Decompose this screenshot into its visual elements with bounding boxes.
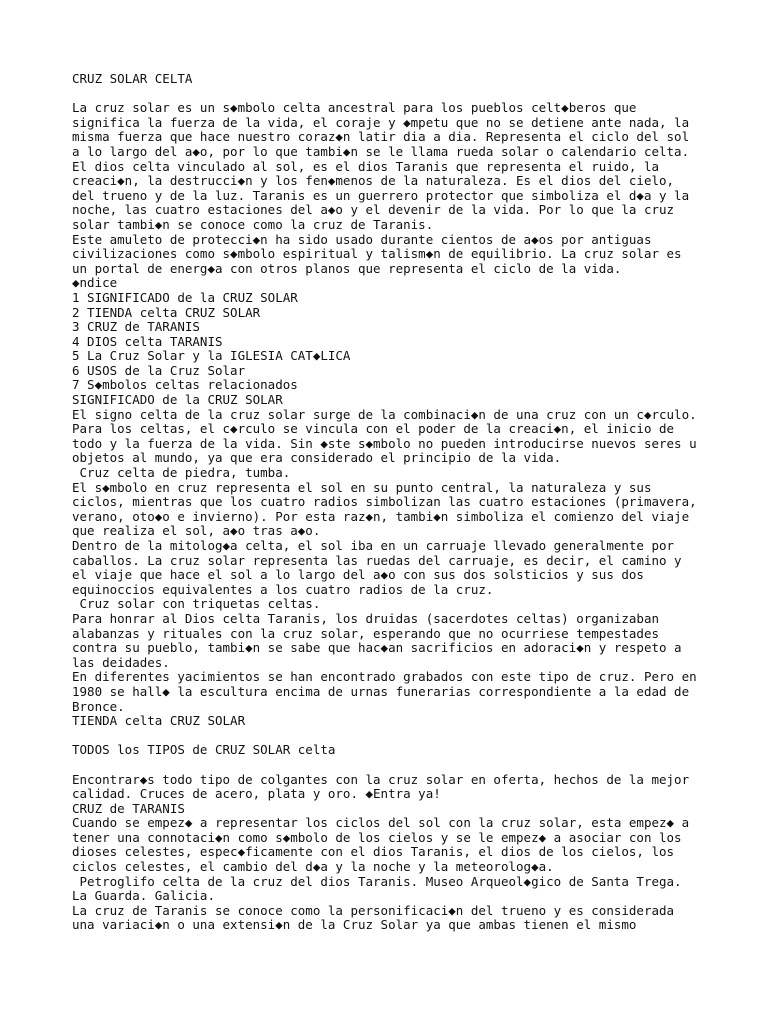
text-line: 2 TIENDA celta CRUZ SOLAR — [72, 304, 261, 320]
text-line: alabanzas y rituales con la cruz solar, esperando que no ocurriese tempestades — [72, 625, 659, 641]
text-line: CRUZ SOLAR CELTA — [72, 71, 193, 86]
text-line: que realiza el sol, a◆o tras a◆o. — [72, 523, 321, 539]
text-line: Este amuleto de protecci◆n ha sido usado durante cientos de a◆os por antiguas — [72, 231, 652, 247]
text-line: Para los celtas, el c◆rculo se vincula con el poder de la creaci◆n, el inicio de — [72, 421, 675, 437]
text-line: solar tambi◆n se conoce como la cruz de Taranis. — [72, 216, 434, 232]
text-line: las deidades. — [72, 654, 170, 670]
text-line: calidad. Cruces de acero, plata y oro. ◆Entra ya! — [72, 786, 441, 802]
text-line: 7 S◆mbolos celtas relacionados — [72, 377, 298, 393]
text-line: civilizaciones como s◆mbolo espiritual y talism◆n de equilibrio. La cruz solar es — [72, 246, 682, 262]
text-line: CRUZ de TARANIS — [72, 800, 185, 816]
text-line: Para honrar al Dios celta Taranis, los druidas (sacerdotes celtas) organizaban — [72, 610, 659, 626]
text-line: dioses celestes, espec◆ficamente con el dios Taranis, el dios de los cielos, los — [72, 844, 675, 860]
text-line: del trueno y de la luz. Taranis es un guerrero protector que simboliza el d◆a y la — [72, 187, 690, 203]
text-line: La Guarda. Galicia. — [72, 888, 215, 904]
text-line: verano, oto◆o e invierno). Por esta raz◆n, tambi◆n simboliza el comienzo del viaje — [72, 508, 690, 524]
text-line: 1 SIGNIFICADO de la CRUZ SOLAR — [72, 289, 298, 305]
text-line: misma fuerza que hace nuestro coraz◆n latir dia a dia. Representa el ciclo del sol — [72, 129, 690, 145]
text-line: La cruz solar es un s◆mbolo celta ancestral para los pueblos celt◆beros que — [72, 100, 637, 116]
text-line: Cruz solar con triquetas celtas. — [72, 596, 321, 612]
blank-line — [72, 87, 712, 102]
blank-line — [72, 758, 712, 773]
text-line: TODOS los TIPOS de CRUZ SOLAR celta — [72, 742, 336, 758]
text-line: TIENDA celta CRUZ SOLAR — [72, 713, 246, 729]
text-line: noche, las cuatro estaciones del a◆o y el devenir de la vida. Por lo que la cruz — [72, 202, 675, 218]
text-line: 3 CRUZ de TARANIS — [72, 319, 200, 335]
text-line: Cruz celta de piedra, tumba. — [72, 465, 291, 481]
text-line: caballos. La cruz solar representa las ruedas del carruaje, es decir, el camino y — [72, 552, 682, 568]
text-line: 4 DIOS celta TARANIS — [72, 333, 223, 349]
blank-line — [72, 729, 712, 744]
text-line: todo y la fuerza de la vida. Sin ◆ste s◆mbolo no pueden introducirse nuevos seres u — [72, 435, 697, 451]
text-line: contra su pueblo, tambi◆n se sabe que hac◆an sacrificios en adoraci◆n y respeto a — [72, 640, 682, 656]
text-line: La cruz de Taranis se conoce como la personificaci◆n del trueno y es considerada — [72, 902, 675, 918]
text-line: Cuando se empez◆ a representar los ciclos del sol con la cruz solar, esta empez◆ a — [72, 815, 690, 831]
document-page — [72, 72, 712, 933]
text-line: SIGNIFICADO de la CRUZ SOLAR — [72, 392, 283, 408]
text-line: Encontrar◆s todo tipo de colgantes con la cruz solar en oferta, hechos de la mejor — [72, 771, 690, 787]
text-line: ◆ndice — [72, 275, 118, 291]
text-line: Dentro de la mitolog◆a celta, el sol iba en un carruaje llevado generalmente por — [72, 538, 675, 553]
text-line: a lo largo del a◆o, por lo que tambi◆n se le llama rueda solar o calendario celta. — [72, 143, 690, 159]
text-line: ciclos celestes, el cambio del d◆a y la noche y la meteorolog◆a. — [72, 859, 554, 875]
text-line: creaci◆n, la destrucci◆n y los fen◆menos de la naturaleza. Es el dios del cielo, — [72, 173, 675, 189]
text-line: equinoccios equivalentes a los cuatro radios de la cruz. — [72, 581, 494, 597]
text-line: En diferentes yacimientos se han encontrado grabados con este tipo de cruz. Pero en — [72, 669, 697, 685]
text-line: El signo celta de la cruz solar surge de la combinaci◆n de una cruz con un c◆rculo. — [72, 406, 697, 422]
text-line: ciclos, mientras que los cuatro radios simbolizan las cuatro estaciones (primavera, — [72, 494, 697, 510]
text-line: 5 La Cruz Solar y la IGLESIA CAT◆LICA — [72, 348, 351, 364]
text-line: El dios celta vinculado al sol, es el dios Taranis que representa el ruido, la — [72, 158, 659, 174]
text-line: El s◆mbolo en cruz representa el sol en su punto central, la naturaleza y sus — [72, 479, 652, 495]
text-line: el viaje que hace el sol a lo largo del a◆o con sus dos solsticios y sus dos — [72, 567, 644, 583]
text-line: un portal de energ◆a con otros planos que representa el ciclo de la vida. — [72, 260, 622, 276]
text-line: Petroglifo celta de la cruz del dios Taranis. Museo Arqueol◆gico de Santa Trega. — [72, 873, 682, 889]
text-line: 6 USOS de la Cruz Solar — [72, 362, 246, 378]
text-line: una variaci◆n o una extensi◆n de la Cruz Solar ya que ambas tienen el mismo — [72, 917, 637, 933]
text-line: objetos al mundo, ya que era considerado el principio de la vida. — [72, 450, 562, 466]
text-line: Bronce. — [72, 698, 125, 714]
text-line: tener una connotaci◆n como s◆mbolo de los cielos y se le empez◆ a asociar con los — [72, 829, 682, 845]
text-line: 1980 se hall◆ la escultura encima de urnas funerarias correspondiente a la edad de — [72, 683, 690, 699]
text-line: significa la fuerza de la vida, el coraje y ◆mpetu que no se detiene ante nada, la — [72, 114, 690, 130]
